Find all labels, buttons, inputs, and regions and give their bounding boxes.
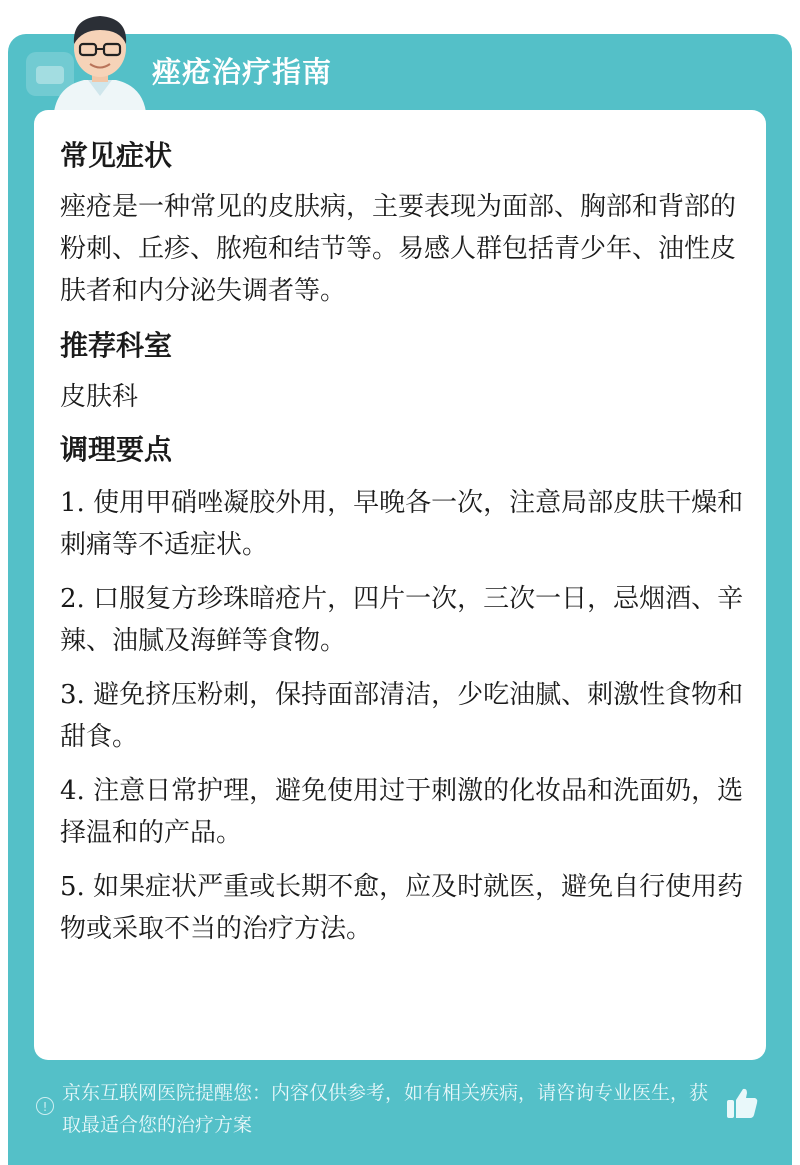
doctor-avatar [44, 8, 156, 112]
department-heading: 推荐科室 [60, 329, 173, 362]
symptoms-text: 痤疮是一种常见的皮肤病，主要表现为面部、胸部和背部的粉刺、丘疹、脓疱和结节等。易感人群包括青少年、油性皮肤者和内分泌失调者等。 [60, 192, 737, 306]
list-item-text: 避免挤压粉刺，保持面部清洁，少吃油腻、刺激性食物和甜食。 [60, 680, 744, 752]
footer-disclaimer: 京东互联网医院提醒您：内容仅供参考，如有相关疾病，请咨询专业医生，获取最适合您的治疗方案 [62, 1082, 709, 1136]
list-item [60, 578, 744, 662]
list-item-number: 2. [60, 584, 85, 614]
list-item-number: 4. [60, 776, 85, 806]
list-item-number: 5. [60, 872, 85, 902]
list-item [60, 866, 744, 950]
list-item-text: 如果症状严重或长期不愈，应及时就医，避免自行使用药物或采取不当的治疗方法。 [60, 872, 744, 944]
list-item-text: 注意日常护理，避免使用过于刺激的化妆品和洗面奶，选择温和的产品。 [60, 776, 744, 848]
list-item-number: 3. [60, 680, 85, 710]
list-item-number: 1. [60, 488, 85, 518]
thumbs-up-icon[interactable] [724, 1086, 760, 1120]
content-card [34, 110, 766, 1060]
care-heading: 调理要点 [60, 433, 173, 466]
symptoms-heading: 常见症状 [60, 139, 173, 172]
info-circle-icon: ! [36, 1097, 54, 1115]
care-list [60, 482, 744, 950]
list-item-text: 使用甲硝唑凝胶外用，早晚各一次，注意局部皮肤干燥和刺痛等不适症状。 [60, 488, 744, 560]
department-text: 皮肤科 [60, 382, 139, 412]
list-item [60, 674, 744, 758]
list-item [60, 770, 744, 854]
page-title: 痤疮治疗指南 [152, 55, 333, 89]
list-item-text: 口服复方珍珠暗疮片，四片一次，三次一日，忌烟酒、辛辣、油腻及海鲜等食物。 [60, 584, 744, 656]
list-item [60, 482, 744, 566]
